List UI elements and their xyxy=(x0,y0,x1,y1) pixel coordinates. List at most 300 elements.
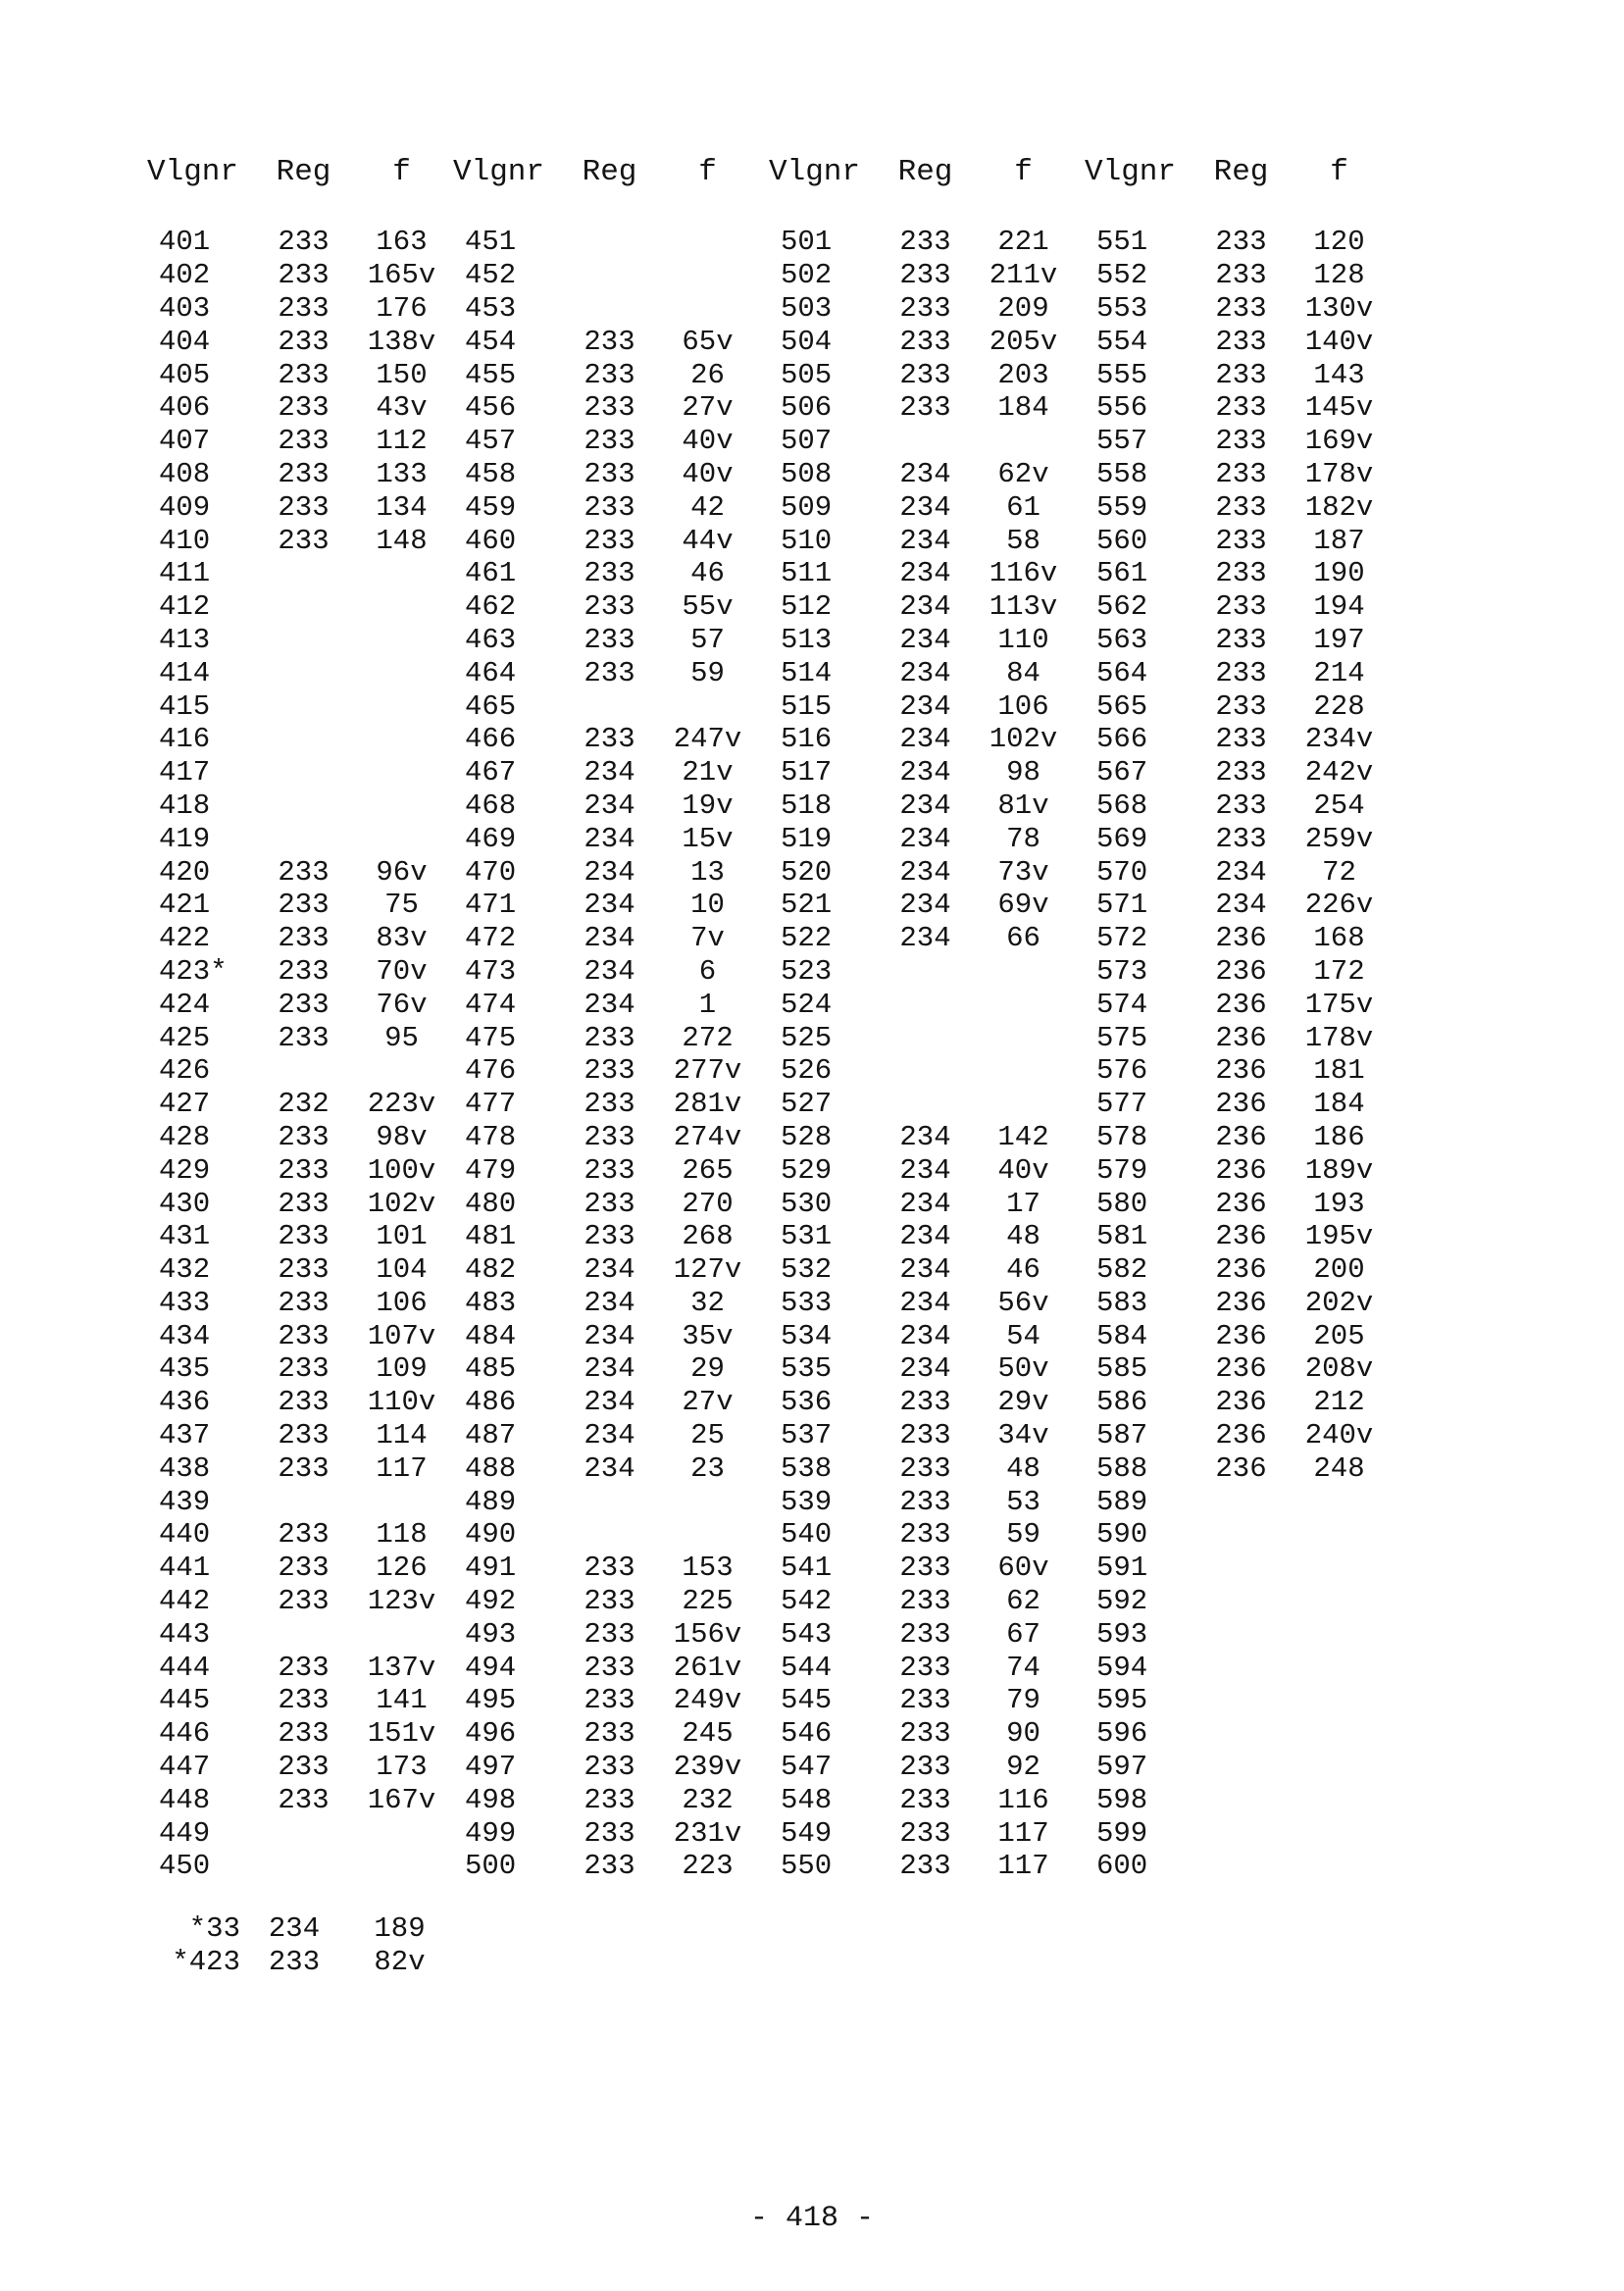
cell-vlgnr: 505 xyxy=(781,358,833,391)
cell-reg: 233 xyxy=(1215,457,1267,490)
table-row xyxy=(147,557,471,590)
table-row xyxy=(147,1684,471,1717)
cell-f: 50v xyxy=(997,1352,1049,1386)
cell-vlgnr: 510 xyxy=(781,524,833,557)
cell-f: 184 xyxy=(997,391,1049,425)
table-row xyxy=(769,226,1092,259)
table-row xyxy=(147,855,471,889)
cell-vlgnr: 580 xyxy=(1096,1187,1148,1220)
table-row xyxy=(1085,425,1408,458)
cell-f: 46 xyxy=(1006,1253,1040,1287)
cell-reg: 233 xyxy=(584,1850,635,1883)
table-row xyxy=(1085,1850,1408,1883)
cell-reg: 234 xyxy=(584,789,635,822)
table-row xyxy=(1085,490,1408,524)
cell-vlgnr: 402 xyxy=(159,259,211,292)
cell-f: 200 xyxy=(1313,1253,1365,1287)
cell-vlgnr: 533 xyxy=(781,1286,833,1319)
table-row xyxy=(453,1419,777,1452)
cell-vlgnr: 535 xyxy=(781,1352,833,1386)
column-header-row xyxy=(769,154,1092,189)
table-row xyxy=(147,1352,471,1386)
table-row xyxy=(769,490,1092,524)
cell-vlgnr: 523 xyxy=(781,954,833,988)
cell-reg: 233 xyxy=(278,1120,330,1153)
cell-f: 73v xyxy=(997,855,1049,889)
table-row xyxy=(147,1054,471,1088)
cell-f: 43v xyxy=(376,391,428,425)
cell-vlgnr: 551 xyxy=(1096,226,1148,259)
cell-reg: 233 xyxy=(584,1816,635,1850)
cell-f: 116v xyxy=(989,557,1058,590)
cell-vlgnr: 403 xyxy=(159,291,211,325)
cell-reg: 233 xyxy=(278,1451,330,1485)
cell-vlgnr: 471 xyxy=(465,889,517,922)
table-row xyxy=(769,756,1092,789)
cell-f: 62 xyxy=(1006,1585,1040,1618)
table-row xyxy=(453,590,777,624)
cell-f: 46 xyxy=(690,557,725,590)
cell-vlgnr: 537 xyxy=(781,1419,833,1452)
cell-reg: 233 xyxy=(584,656,635,689)
cell-f: 100v xyxy=(367,1153,436,1187)
cell-f: 102v xyxy=(989,723,1058,756)
cell-vlgnr: 433 xyxy=(159,1286,211,1319)
cell-reg: 233 xyxy=(899,1717,951,1751)
cell-reg: 233 xyxy=(278,1153,330,1187)
cell-reg: 233 xyxy=(1215,358,1267,391)
column-group-4 xyxy=(1085,154,1408,1883)
cell-reg: 233 xyxy=(278,325,330,358)
cell-vlgnr: 531 xyxy=(781,1220,833,1253)
cell-reg: 233 xyxy=(584,1552,635,1585)
cell-f: 15v xyxy=(682,822,734,855)
table-row xyxy=(769,1187,1092,1220)
cell-reg: 233 xyxy=(584,723,635,756)
cell-reg: 234 xyxy=(899,557,951,590)
cell-vlgnr: 499 xyxy=(465,1816,517,1850)
cell-f: 153 xyxy=(682,1552,734,1585)
cell-reg: 233 xyxy=(899,226,951,259)
cell-f: 249v xyxy=(673,1684,742,1717)
cell-reg: 234 xyxy=(899,723,951,756)
cell-f: 181 xyxy=(1313,1054,1365,1088)
table-row xyxy=(769,656,1092,689)
cell-reg: 233 xyxy=(1215,689,1267,723)
table-row xyxy=(453,1651,777,1684)
cell-reg: 236 xyxy=(1215,1021,1267,1054)
header-reg: Reg xyxy=(1213,154,1269,189)
cell-vlgnr: 488 xyxy=(465,1451,517,1485)
table-row xyxy=(453,1552,777,1585)
cell-vlgnr: 546 xyxy=(781,1717,833,1751)
cell-vlgnr: 453 xyxy=(465,291,517,325)
cell-vlgnr: 423* xyxy=(159,954,228,988)
cell-reg: 233 xyxy=(899,1451,951,1485)
footnotes xyxy=(147,1912,471,1979)
cell-f: 259v xyxy=(1304,822,1374,855)
table-row xyxy=(769,1485,1092,1518)
cell-f: 25 xyxy=(690,1419,725,1452)
table-row xyxy=(1085,1121,1408,1154)
cell-f: 23 xyxy=(690,1451,725,1485)
cell-reg: 233 xyxy=(899,291,951,325)
table-row xyxy=(1085,988,1408,1021)
cell-vlgnr: 544 xyxy=(781,1651,833,1684)
cell-vlgnr: 410 xyxy=(159,524,211,557)
table-row xyxy=(1085,557,1408,590)
cell-f: 79 xyxy=(1006,1684,1040,1717)
table-row xyxy=(453,226,777,259)
cell-reg: 233 xyxy=(278,1552,330,1585)
table-row xyxy=(769,922,1092,955)
table-row xyxy=(769,1153,1092,1187)
table-row xyxy=(147,1717,471,1751)
table-row xyxy=(147,1220,471,1253)
cell-f: 205 xyxy=(1313,1319,1365,1352)
cell-vlgnr: 579 xyxy=(1096,1153,1148,1187)
cell-f: 187 xyxy=(1313,524,1365,557)
cell-vlgnr: 541 xyxy=(781,1552,833,1585)
cell-reg: 233 xyxy=(899,1585,951,1618)
cell-f: 165v xyxy=(367,259,436,292)
cell-reg: 236 xyxy=(1215,1153,1267,1187)
cell-vlgnr: 571 xyxy=(1096,889,1148,922)
table-row xyxy=(453,1783,777,1816)
cell-reg: 233 xyxy=(278,1220,330,1253)
cell-f: 67 xyxy=(1006,1617,1040,1651)
cell-f: 186 xyxy=(1313,1120,1365,1153)
cell-f: 81v xyxy=(997,789,1049,822)
cell-reg: 234 xyxy=(584,889,635,922)
cell-vlgnr: 427 xyxy=(159,1088,211,1121)
table-row xyxy=(1085,822,1408,855)
cell-f: 42 xyxy=(690,490,725,524)
cell-vlgnr: 586 xyxy=(1096,1386,1148,1419)
cell-f: 261v xyxy=(673,1651,742,1684)
cell-reg: 233 xyxy=(899,1419,951,1452)
cell-f: 248 xyxy=(1313,1451,1365,1485)
cell-reg: 233 xyxy=(899,1783,951,1816)
cell-vlgnr: 522 xyxy=(781,922,833,955)
table-row xyxy=(1085,325,1408,358)
cell-reg: 234 xyxy=(899,490,951,524)
cell-reg: 234 xyxy=(584,1352,635,1386)
table-row xyxy=(1085,1187,1408,1220)
table-row xyxy=(769,1850,1092,1883)
cell-vlgnr: 452 xyxy=(465,259,517,292)
cell-f: 232 xyxy=(682,1783,734,1816)
cell-reg: 233 xyxy=(278,226,330,259)
cell-f: 110v xyxy=(367,1386,436,1419)
cell-vlgnr: 504 xyxy=(781,325,833,358)
table-row xyxy=(453,988,777,1021)
cell-f: 74 xyxy=(1006,1651,1040,1684)
table-row xyxy=(769,1121,1092,1154)
cell-f: 178v xyxy=(1304,1021,1374,1054)
cell-vlgnr: 526 xyxy=(781,1054,833,1088)
table-row xyxy=(147,1651,471,1684)
cell-f: 98v xyxy=(376,1120,428,1153)
cell-vlgnr: 481 xyxy=(465,1220,517,1253)
table-row xyxy=(769,1352,1092,1386)
cell-f: 107v xyxy=(367,1319,436,1352)
cell-vlgnr: 490 xyxy=(465,1518,517,1552)
cell-vlgnr: 461 xyxy=(465,557,517,590)
table-row xyxy=(147,1253,471,1287)
column-group-2 xyxy=(453,154,777,1883)
cell-reg: 233 xyxy=(278,1518,330,1552)
table-row xyxy=(453,1021,777,1054)
cell-vlgnr: 507 xyxy=(781,425,833,458)
table-row xyxy=(1085,226,1408,259)
cell-f: 113v xyxy=(989,590,1058,624)
cell-reg: 233 xyxy=(278,1352,330,1386)
cell-reg: 234 xyxy=(899,1153,951,1187)
table-row xyxy=(769,789,1092,823)
cell-vlgnr: 518 xyxy=(781,789,833,822)
cell-f: 98 xyxy=(1006,756,1040,789)
cell-reg: 234 xyxy=(1215,889,1267,922)
table-row xyxy=(147,955,471,989)
cell-reg: 236 xyxy=(1215,1253,1267,1287)
cell-reg: 233 xyxy=(584,590,635,624)
cell-reg: 233 xyxy=(899,1816,951,1850)
cell-reg: 233 xyxy=(899,1552,951,1585)
cell-vlgnr: 473 xyxy=(465,954,517,988)
cell-reg: 233 xyxy=(1215,425,1267,458)
cell-f: 225 xyxy=(682,1585,734,1618)
cell-vlgnr: 442 xyxy=(159,1585,211,1618)
cell-vlgnr: 582 xyxy=(1096,1253,1148,1287)
cell-f: 72 xyxy=(1322,855,1356,889)
cell-reg: 233 xyxy=(584,490,635,524)
page-number: - 418 - xyxy=(749,2202,875,2235)
table-row xyxy=(1085,1319,1408,1352)
table-row xyxy=(453,822,777,855)
cell-vlgnr: 496 xyxy=(465,1717,517,1751)
cell-f: 194 xyxy=(1313,590,1365,624)
cell-reg: 233 xyxy=(1215,291,1267,325)
cell-f: 53 xyxy=(1006,1485,1040,1518)
table-row xyxy=(769,624,1092,657)
table-row xyxy=(453,358,777,391)
cell-vlgnr: 472 xyxy=(465,922,517,955)
cell-vlgnr: 548 xyxy=(781,1783,833,1816)
cell-f: 140v xyxy=(1304,325,1374,358)
cell-vlgnr: 557 xyxy=(1096,425,1148,458)
footnote-reg: 234 xyxy=(268,1912,321,1946)
cell-vlgnr: 493 xyxy=(465,1617,517,1651)
cell-vlgnr: 495 xyxy=(465,1684,517,1717)
cell-f: 242v xyxy=(1304,756,1374,789)
cell-reg: 233 xyxy=(278,1585,330,1618)
cell-vlgnr: 517 xyxy=(781,756,833,789)
cell-f: 21v xyxy=(682,756,734,789)
cell-vlgnr: 509 xyxy=(781,490,833,524)
table-row xyxy=(769,1717,1092,1751)
cell-reg: 236 xyxy=(1215,1451,1267,1485)
cell-f: 195v xyxy=(1304,1220,1374,1253)
cell-f: 143 xyxy=(1313,358,1365,391)
cell-f: 223 xyxy=(682,1850,734,1883)
table-row xyxy=(147,1783,471,1816)
cell-vlgnr: 483 xyxy=(465,1286,517,1319)
cell-f: 7v xyxy=(690,922,725,955)
column-group-1 xyxy=(147,154,471,1883)
cell-reg: 233 xyxy=(584,1054,635,1088)
table-row xyxy=(453,1617,777,1651)
cell-f: 116 xyxy=(997,1783,1049,1816)
table-row xyxy=(147,1518,471,1552)
cell-f: 231v xyxy=(673,1816,742,1850)
cell-reg: 236 xyxy=(1215,1187,1267,1220)
cell-vlgnr: 428 xyxy=(159,1120,211,1153)
footnote-f: 82v xyxy=(374,1946,426,1979)
cell-f: 112 xyxy=(376,425,428,458)
cell-vlgnr: 542 xyxy=(781,1585,833,1618)
cell-reg: 234 xyxy=(584,1286,635,1319)
cell-reg: 236 xyxy=(1215,1419,1267,1452)
table-row xyxy=(769,1751,1092,1784)
table-row xyxy=(1085,889,1408,922)
cell-reg: 233 xyxy=(1215,789,1267,822)
cell-f: 59 xyxy=(690,656,725,689)
table-row xyxy=(147,1419,471,1452)
table-row xyxy=(1085,1153,1408,1187)
cell-vlgnr: 545 xyxy=(781,1684,833,1717)
cell-reg: 233 xyxy=(278,1651,330,1684)
table-row xyxy=(453,458,777,491)
cell-f: 212 xyxy=(1313,1386,1365,1419)
cell-reg: 236 xyxy=(1215,1120,1267,1153)
cell-reg: 233 xyxy=(899,1386,951,1419)
cell-f: 57 xyxy=(690,623,725,656)
table-row xyxy=(453,656,777,689)
cell-vlgnr: 512 xyxy=(781,590,833,624)
cell-vlgnr: 416 xyxy=(159,723,211,756)
cell-reg: 233 xyxy=(278,855,330,889)
cell-f: 60v xyxy=(997,1552,1049,1585)
table-row xyxy=(147,1319,471,1352)
cell-vlgnr: 501 xyxy=(781,226,833,259)
table-row xyxy=(147,391,471,425)
cell-reg: 236 xyxy=(1215,1220,1267,1253)
cell-reg: 234 xyxy=(899,590,951,624)
cell-reg: 234 xyxy=(584,1451,635,1485)
table-row xyxy=(147,1816,471,1850)
cell-reg: 233 xyxy=(278,1751,330,1784)
cell-f: 10 xyxy=(690,889,725,922)
column-group-3 xyxy=(769,154,1092,1883)
table-row xyxy=(147,689,471,723)
table-row xyxy=(453,689,777,723)
cell-vlgnr: 464 xyxy=(465,656,517,689)
table-row xyxy=(147,325,471,358)
cell-f: 117 xyxy=(376,1451,428,1485)
cell-reg: 233 xyxy=(278,922,330,955)
cell-vlgnr: 527 xyxy=(781,1088,833,1121)
cell-reg: 233 xyxy=(584,391,635,425)
table-row xyxy=(1085,855,1408,889)
table-row xyxy=(453,1850,777,1883)
cell-vlgnr: 422 xyxy=(159,922,211,955)
cell-reg: 233 xyxy=(278,391,330,425)
cell-vlgnr: 494 xyxy=(465,1651,517,1684)
cell-reg: 234 xyxy=(899,524,951,557)
cell-reg: 234 xyxy=(584,1319,635,1352)
table-row xyxy=(1085,656,1408,689)
table-row xyxy=(769,524,1092,557)
footnote-f: 189 xyxy=(374,1912,426,1946)
table-row xyxy=(769,1220,1092,1253)
cell-vlgnr: 594 xyxy=(1096,1651,1148,1684)
table-row xyxy=(1085,259,1408,292)
table-row xyxy=(769,1451,1092,1485)
table-row xyxy=(453,1816,777,1850)
cell-vlgnr: 450 xyxy=(159,1850,211,1883)
cell-vlgnr: 547 xyxy=(781,1751,833,1784)
cell-reg: 233 xyxy=(584,1187,635,1220)
cell-f: 214 xyxy=(1313,656,1365,689)
table-row xyxy=(147,889,471,922)
table-row xyxy=(453,1220,777,1253)
cell-f: 95 xyxy=(384,1021,419,1054)
cell-f: 184 xyxy=(1313,1088,1365,1121)
cell-reg: 234 xyxy=(584,1419,635,1452)
table-row xyxy=(769,822,1092,855)
cell-f: 197 xyxy=(1313,623,1365,656)
cell-reg: 233 xyxy=(584,1153,635,1187)
cell-f: 1 xyxy=(698,988,717,1021)
cell-f: 118 xyxy=(376,1518,428,1552)
cell-vlgnr: 415 xyxy=(159,689,211,723)
table-row xyxy=(1085,955,1408,989)
table-row xyxy=(769,1651,1092,1684)
table-row xyxy=(1085,723,1408,756)
cell-f: 70v xyxy=(376,954,428,988)
table-row xyxy=(147,1121,471,1154)
cell-reg: 234 xyxy=(899,656,951,689)
table-row xyxy=(769,1386,1092,1419)
table-row xyxy=(147,425,471,458)
table-row xyxy=(147,1552,471,1585)
cell-vlgnr: 456 xyxy=(465,391,517,425)
cell-vlgnr: 468 xyxy=(465,789,517,822)
cell-reg: 236 xyxy=(1215,922,1267,955)
cell-f: 190 xyxy=(1313,557,1365,590)
cell-vlgnr: 561 xyxy=(1096,557,1148,590)
cell-reg: 233 xyxy=(278,1717,330,1751)
header-f: f xyxy=(392,154,411,189)
cell-reg: 236 xyxy=(1215,954,1267,988)
cell-vlgnr: 478 xyxy=(465,1120,517,1153)
cell-reg: 233 xyxy=(584,457,635,490)
table-row xyxy=(147,1485,471,1518)
cell-f: 40v xyxy=(997,1153,1049,1187)
table-row xyxy=(1085,1220,1408,1253)
cell-reg: 233 xyxy=(278,954,330,988)
cell-f: 175v xyxy=(1304,988,1374,1021)
cell-f: 117 xyxy=(997,1850,1049,1883)
column-header-row xyxy=(147,154,471,189)
table-row xyxy=(769,1783,1092,1816)
cell-reg: 234 xyxy=(899,1120,951,1153)
table-row xyxy=(769,1617,1092,1651)
cell-vlgnr: 401 xyxy=(159,226,211,259)
cell-vlgnr: 434 xyxy=(159,1319,211,1352)
cell-reg: 233 xyxy=(584,1617,635,1651)
